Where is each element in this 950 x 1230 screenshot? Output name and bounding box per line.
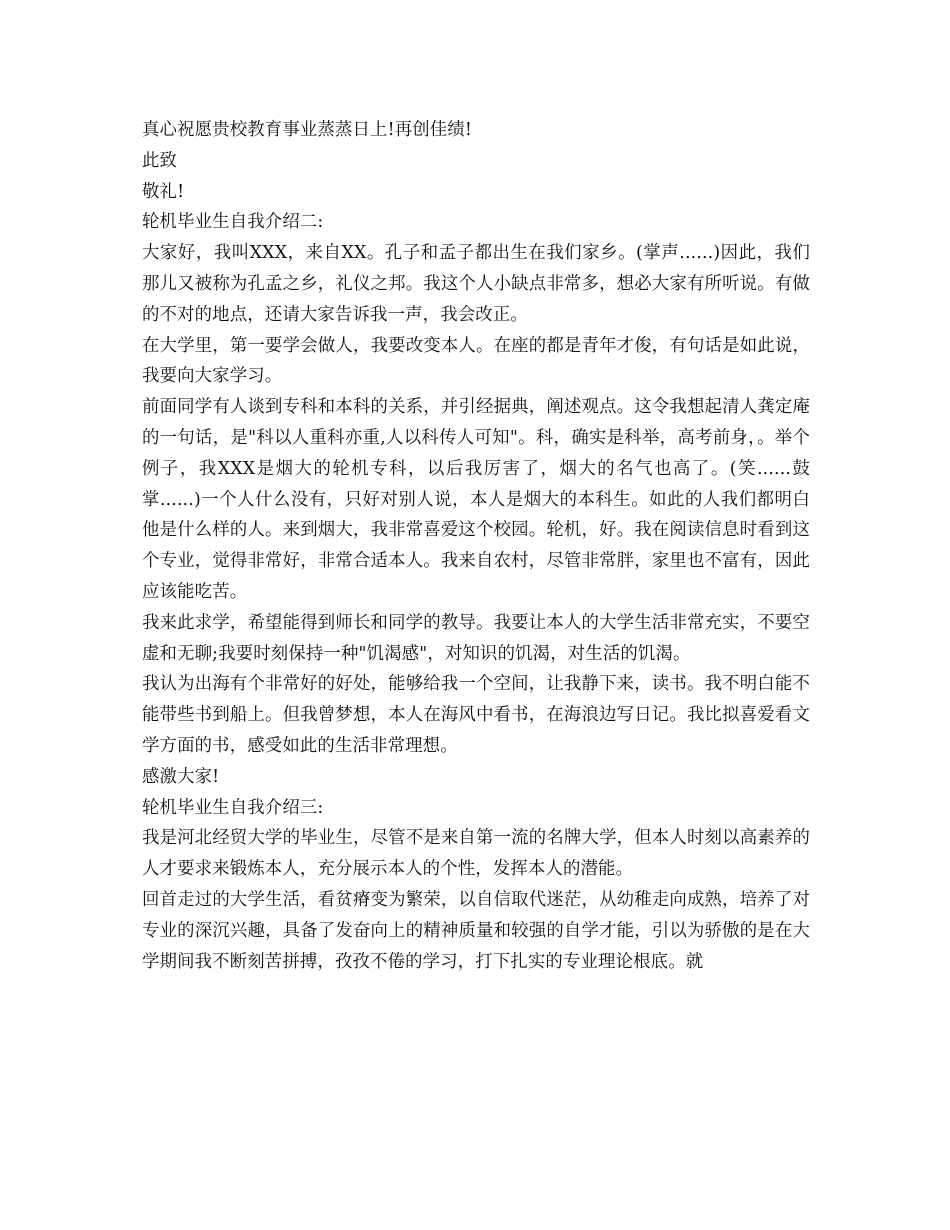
document-body [142,115,810,977]
paragraph-specialty: 前面同学有人谈到专科和本科的关系，并引经据典，阐述观点。这令我想起清人龚定庵的一句话，是"科以人重科亦重,人以科传人可知"。科，确实是科举，高考前身，。举个例子，我XXX是烟大的轮机专科，以后我厉害了，烟大的名气也高了。(笑......鼓掌......)一个人什么没有，只好对别人说，本人是烟大的本科生。如此的人我们都明白他是什么样的人。来到烟大，我非常喜爱这个校园。轮机，好。我在阅读信息时看到这个专业，觉得非常好，非常合适本人。我来自农村，尽管非常胖，家里也不富有，因此应该能吃苦。 [142,397,810,602]
salutation-jingli: 敬礼! [142,181,185,202]
paragraph-intro: 大家好，我叫XXX，来自XX。孔子和孟子都出生在我们家乡。(掌声......)因此，我们那儿又被称为孔孟之乡，礼仪之邦。我这个人小缺点非常多，想必大家有所听说。有做的不对的地点，还请大家告诉我一声，我会改正。 [142,243,810,325]
paragraph-review: 回首走过的大学生活，看贫瘠变为繁荣，以自信取代迷茫，从幼稚走向成熟，培养了对专业的深沉兴趣，具备了发奋向上的精神质量和较强的自学才能，引以为骄傲的是在大学期间我不断刻苦拼搏，孜孜不倦的学习，打下扎实的专业理论根底。就 [142,889,810,972]
paragraph-university: 在大学里，第一要学会做人，我要改变本人。在座的都是青年才俊，有句话是如此说，我要向大家学习。 [142,335,810,387]
salutation-cizhi: 此致 [142,150,178,171]
paragraph-thanks: 感激大家! [142,766,220,787]
section-heading-2: 轮机毕业生自我介绍二: [142,212,324,233]
closing-wish: 真心祝愿贵校教育事业蒸蒸日上!再创佳绩! [142,120,473,140]
paragraph-graduate: 我是河北经贸大学的毕业生，尽管不是来自第一流的名牌大学，但本人时刻以高素养的人才要求来锻炼本人，充分展示本人的个性，发挥本人的潜能。 [142,828,810,880]
section-heading-3: 轮机毕业生自我介绍三: [142,797,324,818]
paragraph-study: 我来此求学，希望能得到师长和同学的教导。我要让本人的大学生活非常充实，不要空虚和无聊;我要时刻保持一种"饥渴感"，对知识的饥渴，对生活的饥渴。 [142,612,810,664]
paragraph-sea: 我认为出海有个非常好的好处，能够给我一个空间，让我静下来，读书。我不明白能不能带些书到船上。但我曾梦想，本人在海风中看书，在海浪边写日记。我比拟喜爱看文学方面的书，感受如此的生活非常理想。 [142,674,810,756]
